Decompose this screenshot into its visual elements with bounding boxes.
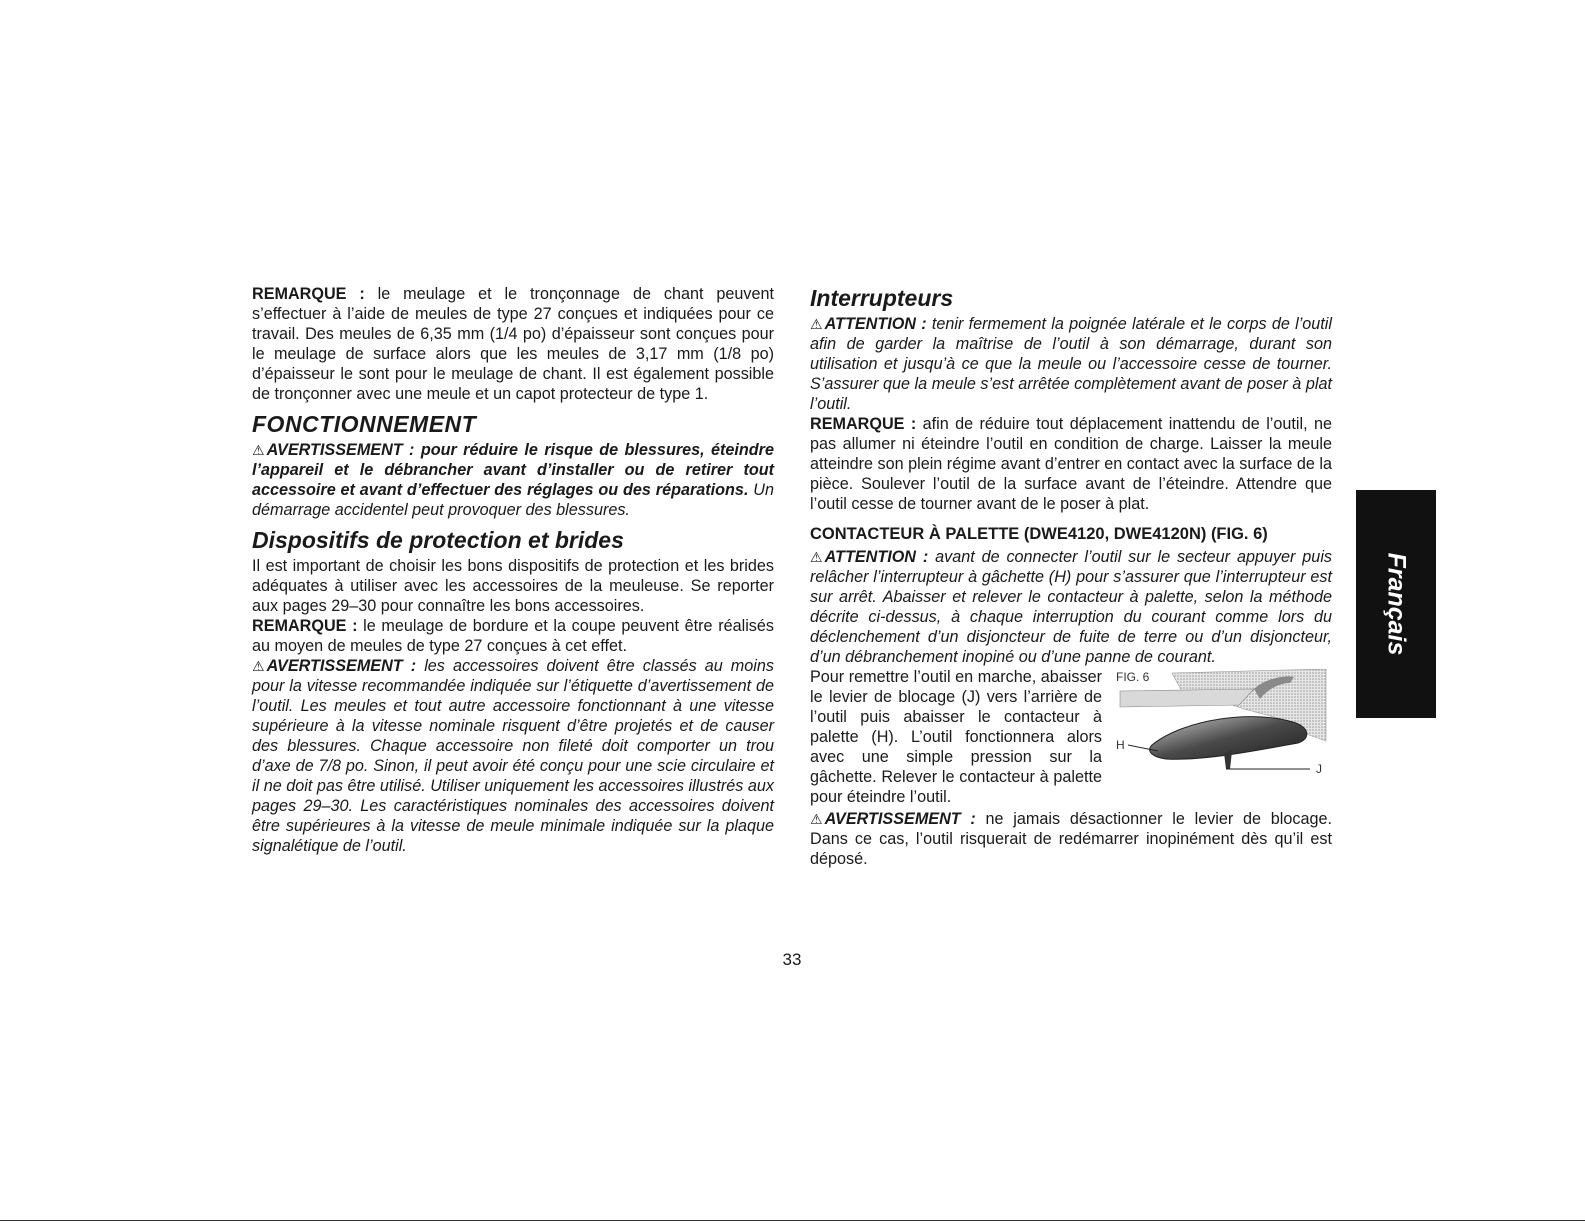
warning-triangle-icon: ⚠ — [252, 658, 265, 674]
remarque-paragraph — [252, 284, 774, 404]
attention-italic-text: tenir fermement la poignée latérale et le corps de l’outil afin de garder la maîtrise de l’outil à son démarrage, durant son utilisation et jusqu’à ce que la meule ou l’accessoire cesse de tourner. S’assurer que la meule s’est arrêtée complètement avant de poser à plat l’outil. — [810, 315, 1332, 413]
avertissement-label: AVERTISSEMENT : — [266, 441, 415, 459]
page-number: 33 — [782, 950, 802, 969]
avertissement-label: AVERTISSEMENT : — [824, 810, 976, 828]
fig-description-paragraph: Pour remettre l’outil en marche, abaisser le levier de blocage (J) vers l’arrière de l’outil puis abaisser le contacteur à palette (H). L’outil fonctionnera alors avec une simple pression sur la gâchette. Relever le contacteur à palette pour éteindre l’outil. — [810, 668, 1102, 806]
dispositifs-paragraph: Il est important de choisir les bons dispositifs de protection et les brides adéquates à utiliser avec les accessoires de la meuleuse. Se reporter aux pages 29–30 pour connaître les bons accessoires. — [252, 557, 774, 615]
remarque-label: REMARQUE : — [252, 617, 358, 635]
attention-label: ATTENTION : — [824, 548, 929, 566]
warning-triangle-icon: ⚠ — [810, 316, 823, 332]
attention-italic-text: avant de connecter l’outil sur le secteur appuyer puis relâcher l’interrupteur à gâchette (H) pour s’assurer que l’interrupteur est sur arrêt. Abaisser et relever le contacteur à palette, selon la méthode décrite ci-dessus, à chaque interruption du courant comme lors du déclenchement d’un disjoncteur de fuite de terre ou d’un disjoncteur, d’un débranchement inopiné ou d’une panne de courant. — [810, 548, 1333, 666]
remarque-label: REMARQUE : — [810, 415, 917, 433]
avertissement-paragraph — [252, 440, 774, 520]
avertissement-paragraph — [810, 809, 1332, 869]
figure-block — [810, 667, 1332, 809]
warning-triangle-icon: ⚠ — [810, 549, 823, 565]
attention-label: ATTENTION : — [824, 315, 927, 333]
bottom-rule — [0, 1220, 1585, 1221]
dispositifs-heading: Dispositifs de protection et brides — [252, 527, 624, 553]
warning-triangle-icon: ⚠ — [252, 442, 265, 458]
warning-triangle-icon: ⚠ — [810, 811, 823, 827]
remarque-text: le meulage et le tronçonnage de chant peuvent s’effectuer à l’aide de meules de type 27 conçues et indiquées pour ce travail. Des meules de 6,35 mm (1/4 po) d’épaisseur sont conçues pour le meulage de surface alors que les meules de 3,17 mm (1/8 po) d’épaisseur le sont pour le meulage de chant. Il est également possible de tronçonner avec une meule et un capot protecteur de type 1. — [252, 285, 774, 403]
avertissement-italic-text: Un démarrage accidentel peut provoquer des blessures. — [252, 481, 774, 519]
avertissement-label: AVERTISSEMENT : — [266, 657, 417, 675]
fonctionnement-heading: FONCTIONNEMENT — [252, 411, 477, 437]
callout-h-label: H — [1116, 738, 1125, 752]
avertissement-text: ne jamais désactionner le levier de blocage. Dans ce cas, l’outil risquerait de redémarrer inopinément dès qu’il est déposé. — [810, 810, 1332, 868]
avertissement-bold-text: pour réduire le risque de blessures, éteindre l’appareil et le débrancher avant d’installer ou de retirer tout accessoire et avant d’effectuer des réglages ou des réparations. — [252, 441, 774, 499]
fig6-illustration — [1114, 669, 1330, 783]
avertissement-italic-text: les accessoires doivent être classés au moins pour la vitesse recommandée indiquée sur l’étiquette d’avertissement de l’outil. Les meules et tout autre accessoire fonctionnant à une vitesse supérieure à la vitesse nominale risquent d’être projetés et de causer des blessures. Chaque accessoire non fileté doit comporter un trou d’axe de 7/8 po. Sinon, il peut avoir été conçu pour une scie circulaire et il ne doit pas être utilisé. Utiliser uniquement les accessoires illustrés aux pages 29–30. Les caractéristiques nominales des accessoires doivent être supérieures à la vitesse de meule minimale indiquée sur la plaque signalétique de l’outil. — [252, 657, 774, 855]
remarque-paragraph — [252, 616, 774, 656]
tool-housing-shape — [1120, 689, 1254, 707]
right-column — [810, 284, 1332, 869]
attention-paragraph — [810, 314, 1332, 414]
contacteur-heading: CONTACTEUR À PALETTE (DWE4120, DWE4120N) (FIG. 6) — [810, 525, 1268, 543]
language-tab — [1356, 490, 1436, 718]
remarque-paragraph — [810, 414, 1332, 514]
fig6-label: FIG. 6 — [1116, 670, 1150, 684]
remarque-text: le meulage de bordure et la coupe peuvent être réalisés au moyen de meules de type 27 conçues à cet effet. — [252, 617, 774, 655]
language-tab-label: Français — [1382, 552, 1411, 656]
left-column — [252, 284, 774, 856]
lock-lever-shape — [1224, 751, 1232, 769]
avertissement-paragraph — [252, 656, 774, 856]
interrupteurs-heading: Interrupteurs — [810, 285, 954, 311]
attention-paragraph — [810, 547, 1332, 667]
remarque-text: afin de réduire tout déplacement inattendu de l’outil, ne pas allumer ni éteindre l’outil en condition de charge. Laisser la meule atteindre son plein régime avant d’entrer en contact avec la surface de la pièce. Soulever l’outil de la surface avant de l’éteindre. Attendre que l’outil cesse de tourner avant de le poser à plat. — [810, 415, 1332, 513]
callout-j-label: J — [1316, 762, 1322, 776]
remarque-label: REMARQUE : — [252, 285, 365, 303]
